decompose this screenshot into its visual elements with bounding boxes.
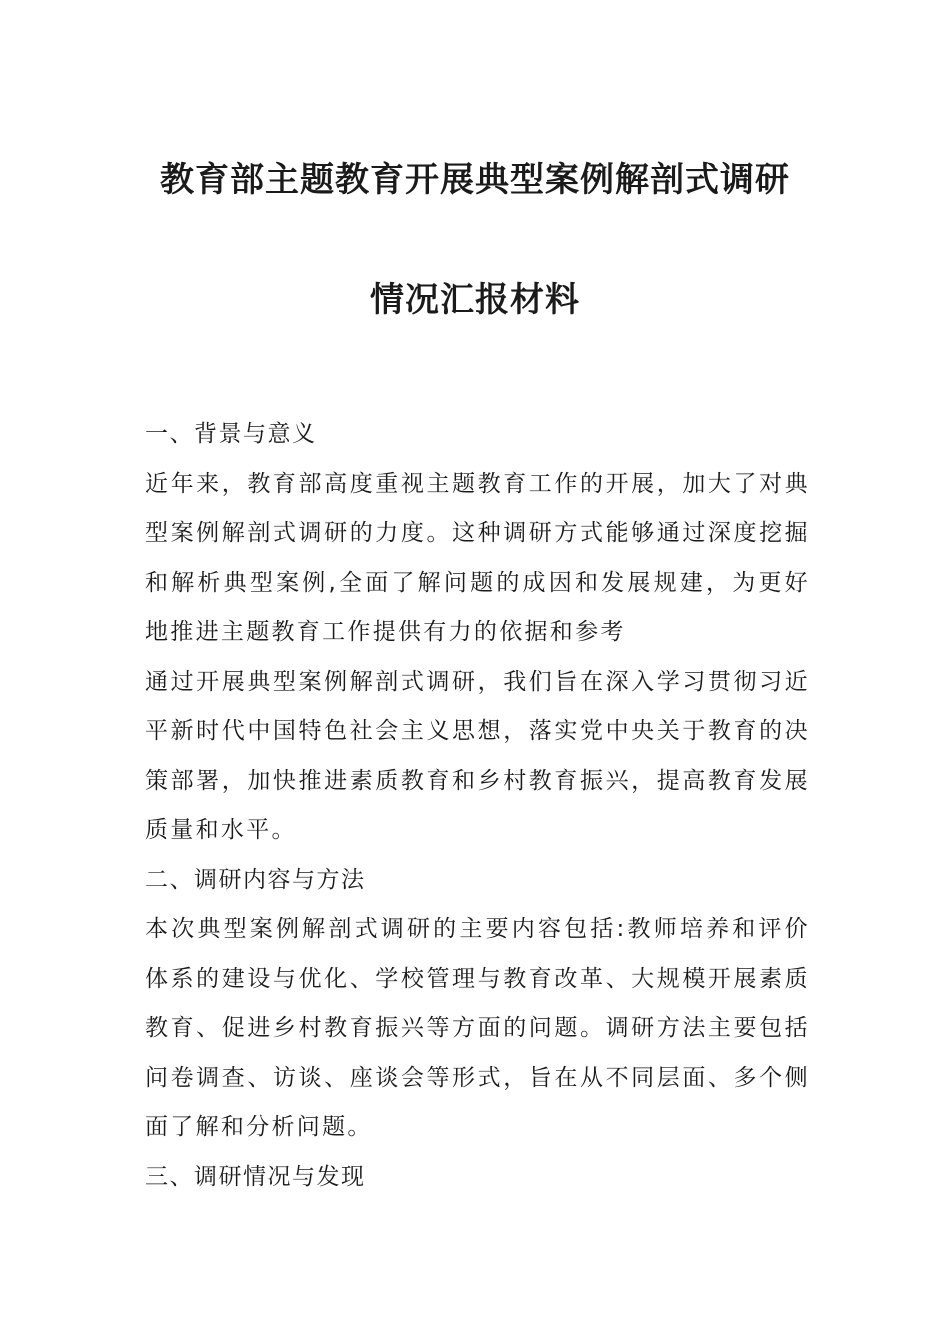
- document-title-line-1: 教育部主题教育开展典型案例解剖式调研: [160, 160, 790, 200]
- section-heading-content-method: 二、调研内容与方法: [145, 866, 366, 893]
- section-heading-findings: 三、调研情况与发现: [145, 1163, 366, 1190]
- document-body: [145, 410, 810, 1202]
- section-heading-background: 一、背景与意义: [145, 421, 317, 447]
- paragraph-background-1: 近年来，教育部高度重视主题教育工作的开展，加大了对典型案例解剖式调研的力度。这种调研方式能够通过深度挖掘和解析典型案例,全面了解问题的成因和发展规建，为更好地推进主题教育工作提供有力的依据和参考: [145, 470, 810, 645]
- document-title-line-2: 情况汇报材料: [370, 280, 580, 320]
- paragraph-background-2: 通过开展典型案例解剖式调研，我们旨在深入学习贯彻习近平新时代中国特色社会主义思想，落实党中央关于教育的决策部署，加快推进素质教育和乡村教育振兴，提高教育发展质量和水平。: [145, 668, 810, 843]
- paragraph-content-method: 本次典型案例解剖式调研的主要内容包括:教师培养和评价体系的建设与优化、学校管理与教育改革、大规模开展素质教育、促进乡村教育振兴等方面的问题。调研方法主要包括问卷调查、访谈、座谈会等形式，旨在从不同层面、多个侧面了解和分析问题。: [145, 916, 810, 1140]
